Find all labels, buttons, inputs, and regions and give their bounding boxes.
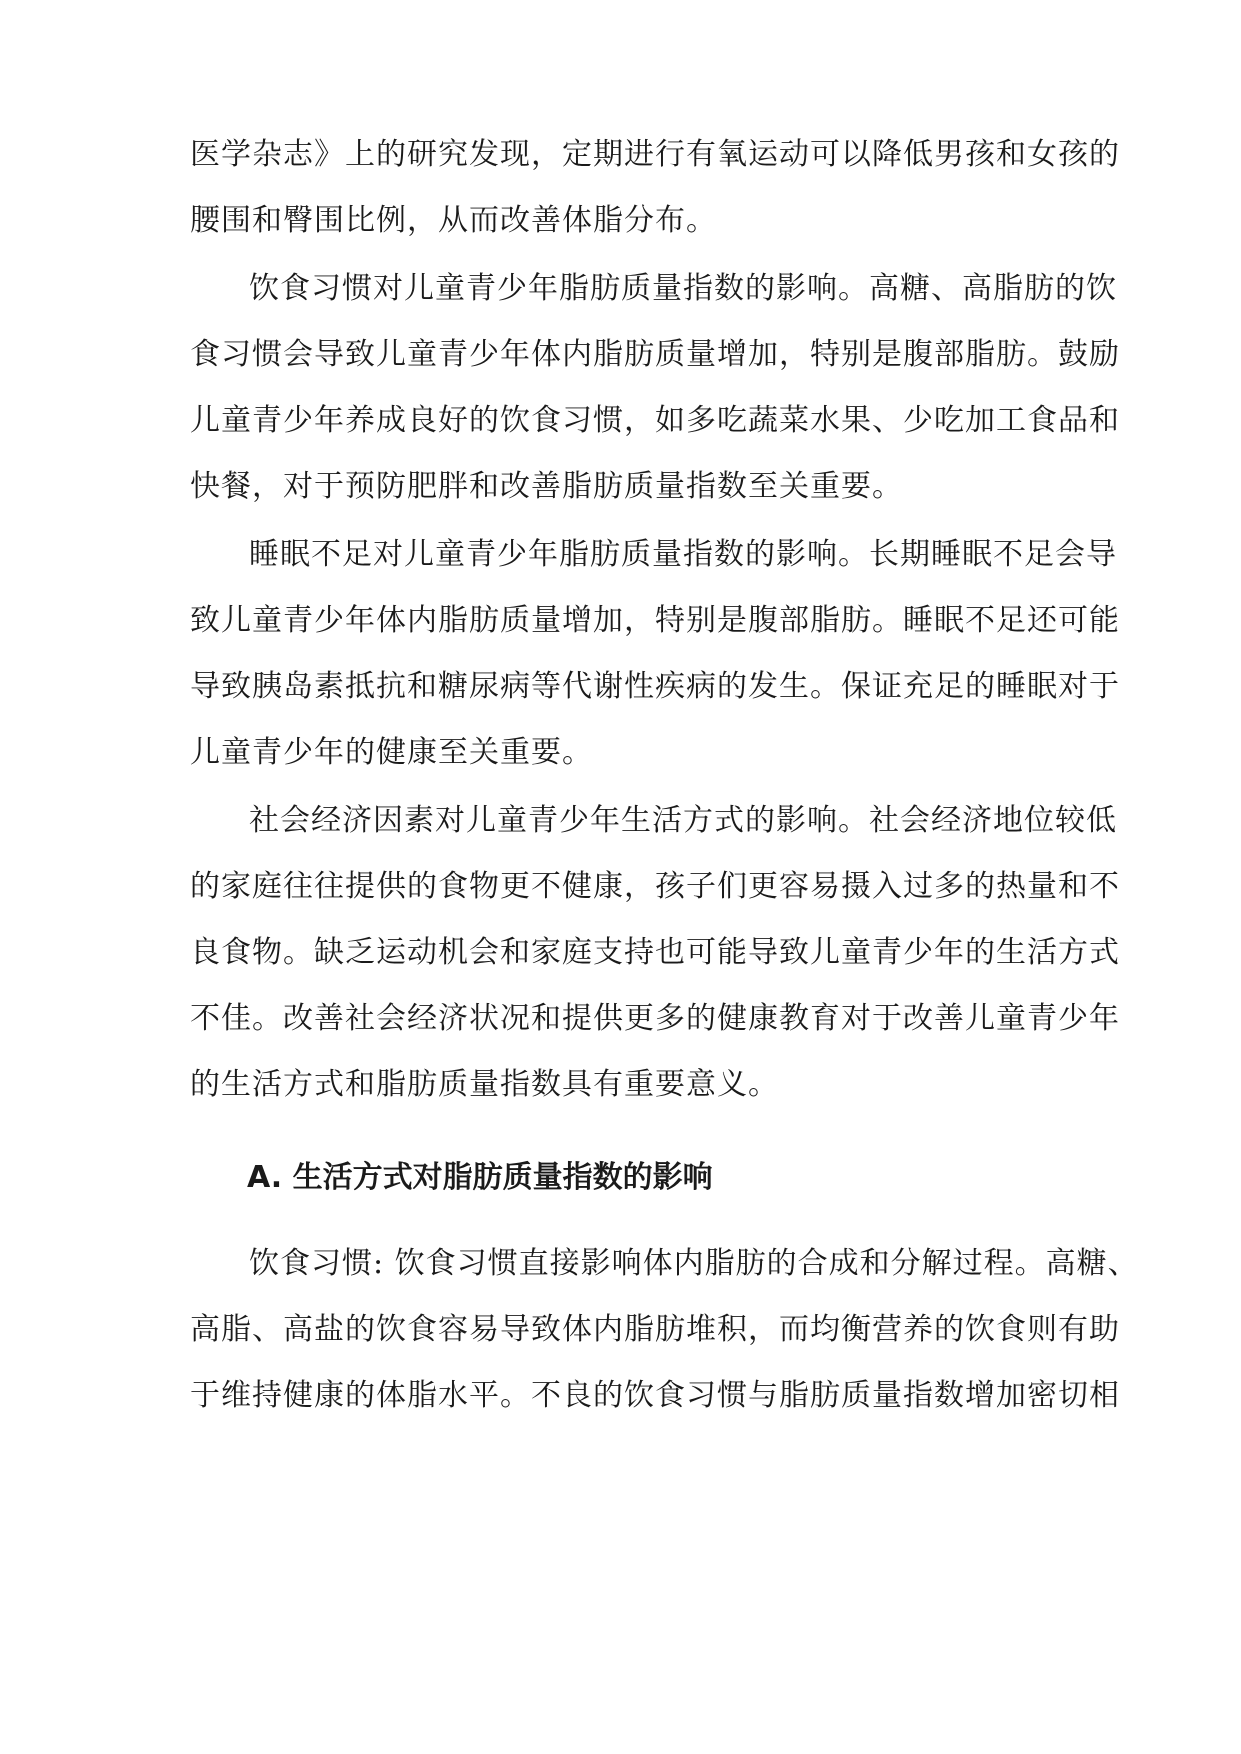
section-heading: A. 生活方式对脂肪质量指数的影响 (247, 1160, 713, 1195)
paragraph-4-line-2: 的家庭往往提供的食物更不健康，孩子们更容易摄入过多的热量和不 (190, 869, 1120, 904)
last-paragraph-line-3: 于维持健康的体脂水平。不良的饮食习惯与脂肪质量指数增加密切相 (190, 1378, 1120, 1413)
paragraph-2-line-2: 食习惯会导致儿童青少年体内脂肪质量增加，特别是腹部脂肪。鼓励 (190, 337, 1120, 372)
paragraph-2-line-1: 饮食习惯对儿童青少年脂肪质量指数的影响。高糖、高脂肪的饮 (249, 271, 1117, 306)
paragraph-3-line-1: 睡眠不足对儿童青少年脂肪质量指数的影响。长期睡眠不足会导 (249, 537, 1117, 572)
last-paragraph-line-2: 高脂、高盐的饮食容易导致体内脂肪堆积，而均衡营养的饮食则有助 (190, 1312, 1120, 1347)
paragraph-2-line-3: 儿童青少年养成良好的饮食习惯，如多吃蔬菜水果、少吃加工食品和 (190, 403, 1120, 438)
paragraph-3-line-2: 致儿童青少年体内脂肪质量增加，特别是腹部脂肪。睡眠不足还可能 (190, 603, 1120, 638)
paragraph-4-line-4: 不佳。改善社会经济状况和提供更多的健康教育对于改善儿童青少年 (190, 1001, 1120, 1036)
paragraph-2-line-4: 快餐，对于预防肥胖和改善脂肪质量指数至关重要。 (190, 469, 903, 504)
paragraph-4-line-1: 社会经济因素对儿童青少年生活方式的影响。社会经济地位较低 (249, 803, 1117, 838)
paragraph-1-line-2: 腰围和臀围比例，从而改善体脂分布。 (190, 203, 717, 238)
paragraph-4-line-5: 的生活方式和脂肪质量指数具有重要意义。 (190, 1067, 779, 1102)
last-paragraph-line-1: 饮食习惯: 饮食习惯直接影响体内脂肪的合成和分解过程。高糖、 (249, 1246, 1139, 1281)
paragraph-4-line-3: 良食物。缺乏运动机会和家庭支持也可能导致儿童青少年的生活方式 (190, 935, 1120, 970)
paragraph-3-line-4: 儿童青少年的健康至关重要。 (190, 735, 593, 770)
paragraph-1-line-1: 医学杂志》上的研究发现，定期进行有氧运动可以降低男孩和女孩的 (190, 137, 1120, 172)
paragraph-3-line-3: 导致胰岛素抵抗和糖尿病等代谢性疾病的发生。保证充足的睡眠对于 (190, 669, 1120, 704)
